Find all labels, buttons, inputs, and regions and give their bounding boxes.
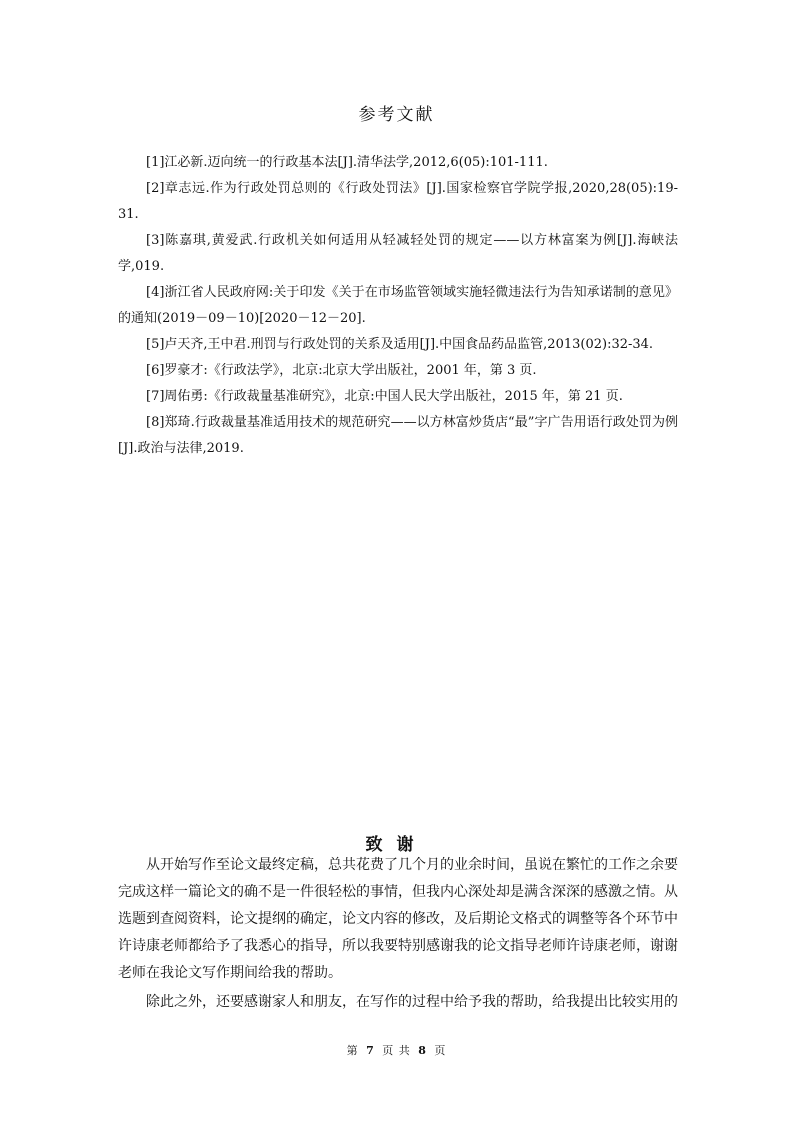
reference-list	[118, 150, 678, 462]
reference-item: [4]浙江省人民政府网:关于印发《关于在市场监管领域实施轻微违法行为告知承诺制的意见》的通知(2019－09－10)[2020－12－20].	[118, 285, 678, 326]
reference-item: [5]卢天齐,王中君.刑罚与行政处罚的关系及适用[J].中国食品药品监管,2013(02):32-34.	[146, 337, 654, 352]
current-page-number: 7	[366, 1044, 375, 1057]
acknowledgement-paragraph: 从开始写作至论文最终定稿，总共花费了几个月的业余时间，虽说在繁忙的工作之余要完成这样一篇论文的确不是一件很轻松的事情，但我内心深处却是满含深深的感激之情。从选题到查阅资料，论文提纲的确定，论文内容的修改，及后期论文格式的调整等各个环节中许诗康老师都给予了我悉心的指导，所以我要特别感谢我的论文指导老师许诗康老师，谢谢老师在我论文写作期间给我的帮助。	[118, 857, 678, 981]
reference-item: [6]罗豪才:《行政法学》，北京:北京大学出版社，2001 年，第 3 页.	[146, 363, 537, 378]
footer-prefix: 第	[346, 1044, 359, 1057]
acknowledgement-paragraph: 除此之外，还要感谢家人和朋友，在写作的过程中给予我的帮助，给我提出比较实用的	[146, 994, 678, 1010]
reference-item: [7]周佑勇:《行政裁量基准研究》，北京:中国人民大学出版社，2015 年，第 21 页.	[146, 389, 623, 404]
reference-item: [3]陈嘉琪,黄爱武.行政机关如何适用从轻减轻处罚的规定——以方林富案为例[J].海峡法学,019.	[118, 233, 678, 274]
acknowledgement-title: 致谢	[365, 835, 428, 855]
footer-suffix: 页	[434, 1044, 447, 1057]
references-title: 参考文献	[358, 105, 435, 125]
footer-middle: 页 共	[382, 1044, 411, 1057]
reference-item: [1]江必新.迈向统一的行政基本法[J].清华法学,2012,6(05):101-111.	[146, 155, 548, 170]
reference-item: [8]郑琦.行政裁量基准适用技术的规范研究——以方林富炒货店“最”字广告用语行政处罚为例[J].政治与法律,2019.	[118, 415, 678, 456]
page-footer	[0, 1042, 793, 1058]
reference-item: [2]章志远.作为行政处罚总则的《行政处罚法》[J].国家检察官学院学报,2020,28(05):19-31.	[118, 181, 678, 222]
acknowledgement-body	[118, 852, 678, 1018]
total-page-number: 8	[418, 1044, 427, 1057]
